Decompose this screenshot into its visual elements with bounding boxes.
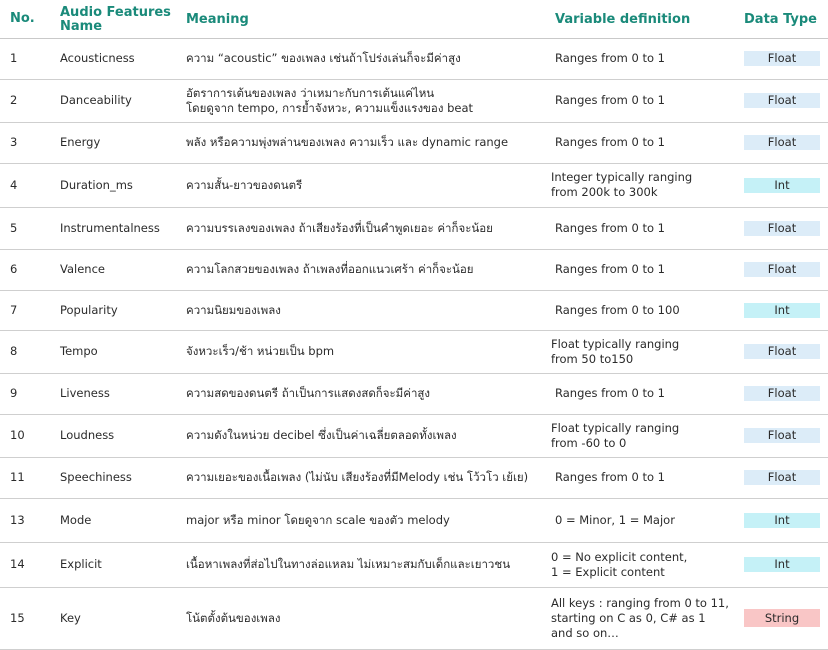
feature-name-text: Instrumentalness (60, 220, 160, 235)
feature-meaning (186, 163, 546, 207)
feature-name-text: Key (60, 610, 81, 625)
row-number (10, 79, 50, 122)
table-row (0, 498, 828, 543)
row-number-text: 7 (10, 302, 18, 317)
feature-meaning-text: ความนิยมของเพลง (186, 302, 281, 317)
row-number (10, 249, 50, 290)
row-number-text: 4 (10, 177, 18, 192)
feature-name-text: Liveness (60, 386, 110, 400)
data-type-badge: Int (744, 557, 820, 572)
row-number-text: 6 (10, 262, 18, 276)
table-row (0, 457, 828, 499)
feature-name (60, 498, 180, 542)
data-type-cell (744, 330, 820, 373)
feature-meaning-text: ความดังในหน่วย decibel ซึ่งเป็นค่าเฉลี่ยตลอดทั้งเพลง (186, 428, 457, 442)
data-type-badge: Int (744, 513, 820, 528)
feature-name (60, 373, 180, 414)
row-number (10, 587, 50, 649)
variable-definition-text: Float typically ranging from -60 to 0 (551, 420, 680, 450)
row-number (10, 330, 50, 373)
variable-definition (551, 587, 737, 649)
data-type-cell (744, 457, 820, 498)
table-row (0, 122, 828, 164)
header-no: No. (10, 11, 35, 26)
feature-meaning-text: โน้ตตั้งต้นของเพลง (186, 610, 281, 625)
feature-name (60, 457, 180, 498)
feature-meaning (186, 249, 546, 290)
variable-definition (551, 38, 741, 79)
table-row (0, 38, 828, 80)
table-row (0, 79, 828, 123)
feature-name-text: Popularity (60, 302, 118, 317)
variable-definition-text: All keys : ranging from 0 to 11, starting on C as 0, C# as 1 and so on… (551, 595, 729, 640)
variable-definition (551, 122, 741, 163)
variable-definition-text: Ranges from 0 to 1 (555, 93, 666, 107)
feature-meaning (186, 498, 546, 542)
data-type-cell (744, 79, 820, 122)
table-row (0, 330, 828, 374)
row-number (10, 207, 50, 249)
feature-name (60, 207, 180, 249)
variable-definition-text: Ranges from 0 to 1 (555, 386, 666, 400)
feature-meaning (186, 79, 546, 122)
variable-definition-text: Ranges from 0 to 100 (555, 302, 680, 317)
table-row (0, 414, 828, 458)
row-number (10, 122, 50, 163)
row-number (10, 163, 50, 207)
feature-name (60, 163, 180, 207)
feature-meaning-text: ความเยอะของเนื้อเพลง (ไม่นับ เสียงร้องที่มีMelody เช่น โว้วโว เย้เย) (186, 470, 529, 484)
table-row (0, 373, 828, 415)
feature-meaning (186, 457, 546, 498)
feature-meaning-text: เนื้อหาเพลงที่ส่อไปในทางล่อแหลม ไม่เหมาะสมกับเด็กและเยาวชน (186, 557, 511, 571)
data-type-cell (744, 542, 820, 587)
feature-meaning (186, 414, 546, 457)
data-type-badge: Float (744, 262, 820, 277)
feature-name (60, 79, 180, 122)
data-type-cell (744, 373, 820, 414)
row-number-text: 15 (10, 610, 25, 625)
feature-meaning (186, 373, 546, 414)
variable-definition (551, 290, 741, 330)
data-type-badge: Float (744, 386, 820, 401)
variable-definition-text: Ranges from 0 to 1 (555, 262, 666, 276)
row-number-text: 3 (10, 135, 18, 149)
feature-name (60, 330, 180, 373)
row-number-text: 5 (10, 220, 18, 235)
table-row (0, 542, 828, 588)
data-type-badge: Float (744, 221, 820, 236)
variable-definition-text: 0 = Minor, 1 = Major (555, 512, 675, 527)
data-type-badge: Float (744, 93, 820, 108)
data-type-badge: Float (744, 344, 820, 359)
feature-meaning (186, 542, 546, 587)
feature-meaning-text: ความ “acoustic” ของเพลง เช่นถ้าโปร่งเล่นก็จะมีค่าสูง (186, 51, 461, 65)
row-number (10, 542, 50, 587)
feature-meaning-text: จังหวะเร็ว/ช้า หน่วยเป็น bpm (186, 344, 335, 358)
variable-definition-text: Float typically ranging from 50 to150 (551, 336, 680, 366)
data-type-cell (744, 163, 820, 207)
data-type-cell (744, 290, 820, 330)
header-name: Audio Features Name (60, 5, 171, 34)
row-number (10, 38, 50, 79)
data-type-cell (744, 587, 820, 649)
feature-name-text: Loudness (60, 428, 115, 442)
data-type-cell (744, 38, 820, 79)
feature-name-text: Duration_ms (60, 177, 133, 192)
data-type-badge: Int (744, 303, 820, 318)
data-type-cell (744, 207, 820, 249)
row-number-text: 8 (10, 344, 18, 358)
variable-definition (551, 249, 741, 290)
data-type-cell (744, 498, 820, 542)
data-type-badge: String (744, 609, 820, 627)
feature-name (60, 122, 180, 163)
table-row (0, 249, 828, 291)
feature-name-text: Mode (60, 512, 92, 527)
row-number-text: 9 (10, 386, 18, 400)
row-number-text: 13 (10, 512, 25, 527)
table-row (0, 290, 828, 331)
table-row (0, 587, 828, 650)
variable-definition-text: Ranges from 0 to 1 (555, 51, 666, 65)
feature-meaning-text: ความสดของดนตรี ถ้าเป็นการแสดงสดก็จะมีค่าสูง (186, 386, 431, 400)
data-type-cell (744, 249, 820, 290)
feature-name-text: Danceability (60, 93, 132, 107)
header-variable: Variable definition (555, 12, 691, 27)
table-header (0, 0, 828, 39)
variable-definition (551, 457, 741, 498)
feature-name-text: Valence (60, 262, 105, 276)
variable-definition-text: Ranges from 0 to 1 (555, 135, 666, 149)
table-row (0, 163, 828, 208)
row-number (10, 290, 50, 330)
feature-meaning (186, 290, 546, 330)
variable-definition (551, 373, 741, 414)
feature-meaning (186, 207, 546, 249)
feature-meaning-text: ความสั้น-ยาวของดนตรี (186, 177, 303, 192)
variable-definition (551, 207, 741, 249)
feature-name (60, 587, 180, 649)
variable-definition-text: Ranges from 0 to 1 (555, 220, 666, 235)
data-type-badge: Float (744, 470, 820, 485)
header-meaning: Meaning (186, 12, 249, 27)
feature-name-text: Acousticness (60, 51, 135, 65)
header-type: Data Type (744, 12, 817, 27)
row-number (10, 373, 50, 414)
feature-meaning-text: ความบรรเลงของเพลง ถ้าเสียงร้องที่เป็นคำพูดเยอะ ค่าก็จะน้อย (186, 220, 493, 235)
data-type-cell (744, 414, 820, 457)
variable-definition-text: Integer typically ranging from 200k to 300k (551, 170, 693, 199)
variable-definition (551, 542, 737, 587)
row-number-text: 1 (10, 51, 18, 65)
feature-name (60, 290, 180, 330)
variable-definition (551, 330, 737, 373)
data-type-badge: Float (744, 428, 820, 443)
feature-meaning-text: ความโลกสวยของเพลง ถ้าเพลงที่ออกแนวเศร้า ค่าก็จะน้อย (186, 262, 474, 276)
row-number (10, 498, 50, 542)
feature-name (60, 414, 180, 457)
feature-meaning (186, 330, 546, 373)
row-number-text: 11 (10, 470, 25, 484)
row-number-text: 14 (10, 557, 25, 571)
row-number-text: 2 (10, 93, 18, 107)
feature-name (60, 542, 180, 587)
variable-definition (551, 498, 741, 542)
table-row (0, 207, 828, 250)
feature-meaning-text: major หรือ minor โดยดูจาก scale ของตัว melody (186, 512, 450, 527)
row-number-text: 10 (10, 428, 25, 442)
feature-meaning (186, 587, 546, 649)
variable-definition (551, 414, 737, 457)
variable-definition (551, 163, 737, 207)
feature-name (60, 38, 180, 79)
feature-name-text: Energy (60, 135, 101, 149)
row-number (10, 457, 50, 498)
feature-meaning (186, 122, 546, 163)
data-type-badge: Float (744, 135, 820, 150)
feature-name-text: Speechiness (60, 470, 132, 484)
feature-name-text: Explicit (60, 557, 102, 571)
data-type-badge: Float (744, 51, 820, 66)
row-number (10, 414, 50, 457)
feature-meaning (186, 38, 546, 79)
variable-definition-text: 0 = No explicit content, 1 = Explicit content (551, 549, 688, 579)
variable-definition (551, 79, 741, 122)
feature-meaning-text: อัตราการเต้นของเพลง ว่าเหมาะกับการเต้นแค่ไหน โดยดูจาก tempo, การย้ำจังหวะ, ความแข็งแรงของ beat (186, 85, 474, 115)
variable-definition-text: Ranges from 0 to 1 (555, 470, 666, 484)
feature-name-text: Tempo (60, 344, 98, 358)
feature-meaning-text: พลัง หรือความพุ่งพล่านของเพลง ความเร็ว และ dynamic range (186, 135, 509, 149)
feature-name (60, 249, 180, 290)
data-type-cell (744, 122, 820, 163)
data-type-badge: Int (744, 178, 820, 193)
